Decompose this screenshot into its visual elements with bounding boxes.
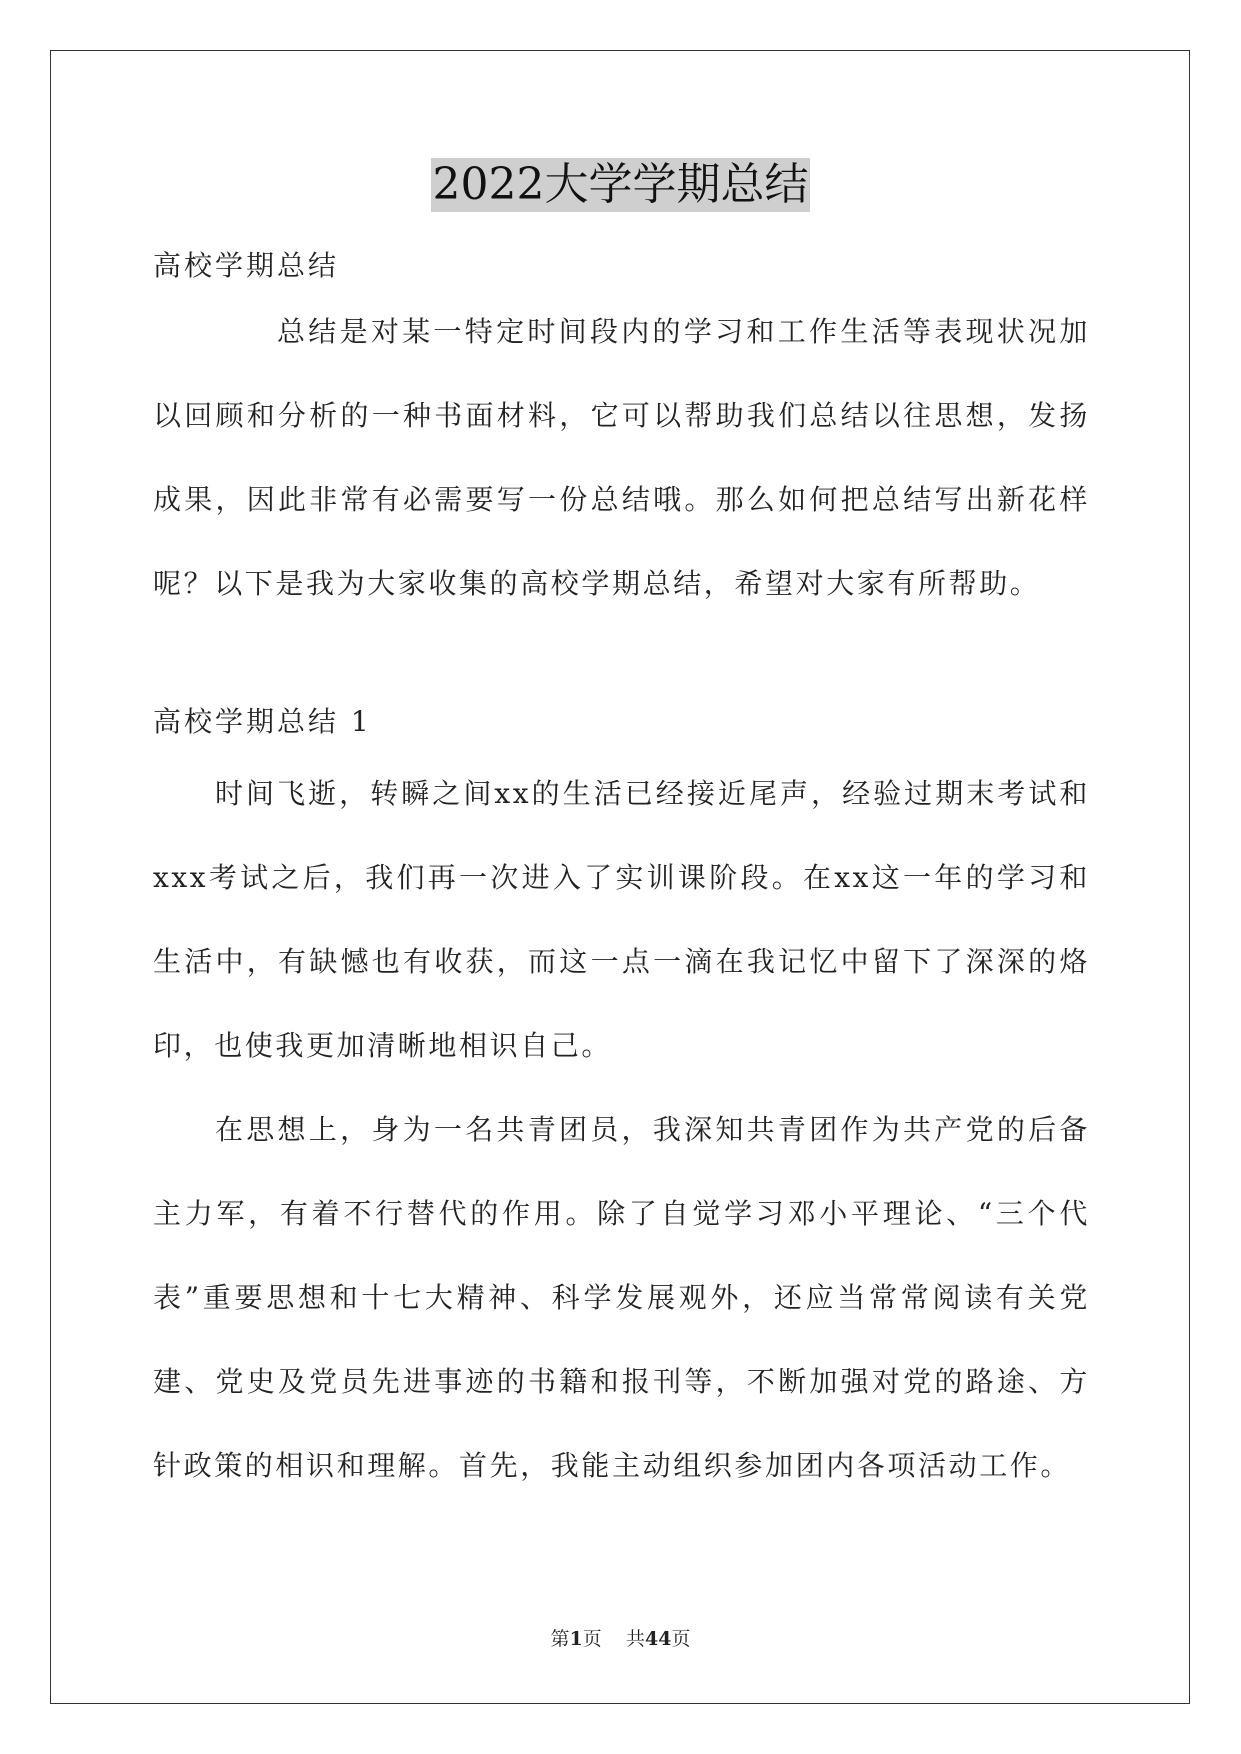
page-suffix: 页 <box>582 1628 602 1650</box>
total-suffix: 页 <box>671 1628 691 1650</box>
document-subtitle: 高校学期总结 <box>153 249 340 282</box>
title-container <box>0 158 1241 212</box>
body-paragraph-2: 在思想上，身为一名共青团员，我深知共青团作为共产党的后备主力军，有着不行替代的作用。除了自觉学习邓小平理论、“三个代表”重要思想和十七大精神、科学发展观外，还应当常常阅读有关党建、党史及党员先进事迹的书籍和报刊等，不断加强对党的路途、方针政策的相识和理解。首先，我能主动组织参加团内各项活动工作。 <box>153 1113 1090 1482</box>
document-title: 2022大学学期总结 <box>432 159 809 210</box>
total-page-count: 44 <box>644 1628 672 1650</box>
current-page-number: 1 <box>569 1628 583 1650</box>
body-paragraph-1: 时间飞逝，转瞬之间xx的生活已经接近尾声，经验过期末考试和xxx考试之后，我们再一次进入了实训课阶段。在xx这一年的学习和生活中，有缺憾也有收获，而这一点一滴在我记忆中留下了深深的烙印，也使我更加清晰地相识自己。 <box>153 777 1090 1062</box>
page-prefix: 第 <box>550 1628 570 1650</box>
page-footer <box>0 1624 1241 1651</box>
section-heading: 高校学期总结 1 <box>153 705 372 738</box>
intro-paragraph: 总结是对某一特定时间段内的学习和工作生活等表现状况加以回顾和分析的一种书面材料，它可以帮助我们总结以往思想，发扬成果，因此非常有必需要写一份总结哦。那么如何把总结写出新花样呢？以下是我为大家收集的高校学期总结，希望对大家有所帮助。 <box>153 315 1090 600</box>
total-prefix: 共 <box>625 1628 645 1650</box>
